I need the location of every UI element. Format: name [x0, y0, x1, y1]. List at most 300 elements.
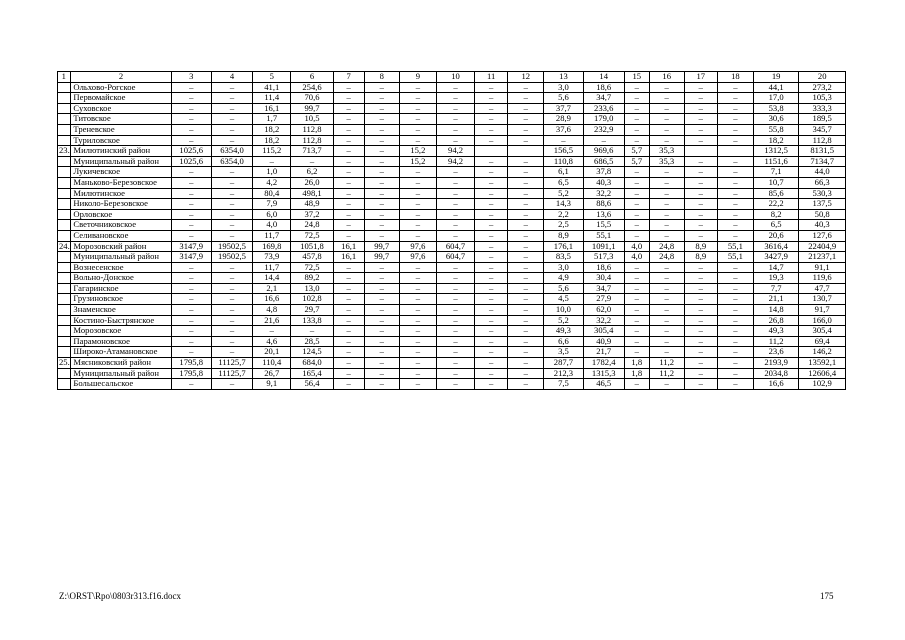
value-cell: –: [211, 347, 252, 358]
territory-name-cell: Первомайское: [71, 93, 171, 104]
value-cell: –: [436, 336, 474, 347]
value-cell: –: [717, 167, 753, 178]
value-cell: –: [649, 82, 684, 93]
value-cell: –: [364, 199, 399, 210]
value-cell: –: [399, 273, 436, 284]
value-cell: –: [508, 262, 544, 273]
table-row: [58, 124, 846, 135]
value-cell: [717, 146, 753, 157]
value-cell: 72,5: [291, 230, 333, 241]
value-cell: 49,3: [544, 326, 583, 337]
table-row: [58, 114, 846, 125]
value-cell: –: [171, 114, 211, 125]
value-cell: –: [475, 315, 508, 326]
value-cell: –: [333, 230, 364, 241]
value-cell: –: [649, 103, 684, 114]
value-cell: –: [684, 82, 717, 93]
value-cell: –: [364, 103, 399, 114]
value-cell: –: [508, 199, 544, 210]
column-header: 10: [436, 72, 474, 83]
value-cell: –: [717, 326, 753, 337]
value-cell: 15,2: [399, 146, 436, 157]
value-cell: 112,8: [291, 135, 333, 146]
value-cell: –: [436, 82, 474, 93]
value-cell: –: [475, 379, 508, 390]
value-cell: –: [436, 230, 474, 241]
value-cell: –: [171, 283, 211, 294]
value-cell: –: [399, 188, 436, 199]
value-cell: –: [624, 326, 649, 337]
value-cell: 1,0: [253, 167, 291, 178]
value-cell: –: [436, 93, 474, 104]
value-cell: –: [649, 283, 684, 294]
value-cell: –: [399, 336, 436, 347]
value-cell: –: [649, 305, 684, 316]
value-cell: –: [399, 358, 436, 369]
value-cell: –: [436, 283, 474, 294]
value-cell: –: [475, 156, 508, 167]
value-cell: 17,0: [753, 93, 798, 104]
table-row: [58, 230, 846, 241]
value-cell: 1091,1: [583, 241, 624, 252]
value-cell: –: [333, 167, 364, 178]
table-row: [58, 135, 846, 146]
value-cell: –: [291, 326, 333, 337]
value-cell: –: [684, 336, 717, 347]
value-cell: 127,6: [799, 230, 846, 241]
value-cell: –: [171, 199, 211, 210]
value-cell: 29,7: [291, 305, 333, 316]
value-cell: 32,2: [583, 315, 624, 326]
value-cell: –: [333, 305, 364, 316]
value-cell: –: [684, 262, 717, 273]
value-cell: –: [364, 283, 399, 294]
value-cell: 44,0: [799, 167, 846, 178]
value-cell: 37,2: [291, 209, 333, 220]
value-cell: –: [649, 347, 684, 358]
row-number-cell: [58, 294, 71, 305]
value-cell: –: [717, 230, 753, 241]
value-cell: 32,2: [583, 188, 624, 199]
value-cell: 684,0: [291, 358, 333, 369]
value-cell: –: [508, 336, 544, 347]
row-number-cell: [58, 326, 71, 337]
value-cell: –: [508, 114, 544, 125]
value-cell: –: [649, 135, 684, 146]
value-cell: –: [436, 358, 474, 369]
value-cell: [684, 146, 717, 157]
value-cell: –: [475, 209, 508, 220]
value-cell: 24,8: [649, 241, 684, 252]
value-cell: –: [436, 379, 474, 390]
table-row: [58, 188, 846, 199]
value-cell: –: [436, 114, 474, 125]
column-header: 13: [544, 72, 583, 83]
territory-name-cell: Большесальское: [71, 379, 171, 390]
value-cell: 212,3: [544, 368, 583, 379]
value-cell: –: [364, 135, 399, 146]
value-cell: 7,9: [253, 199, 291, 210]
row-number-cell: [58, 167, 71, 178]
value-cell: –: [717, 283, 753, 294]
value-cell: –: [508, 241, 544, 252]
value-cell: –: [211, 188, 252, 199]
value-cell: 11,2: [753, 336, 798, 347]
value-cell: 5,7: [624, 146, 649, 157]
value-cell: –: [333, 273, 364, 284]
value-cell: –: [171, 167, 211, 178]
value-cell: –: [649, 167, 684, 178]
value-cell: –: [508, 82, 544, 93]
row-number-cell: 23.: [59, 145, 70, 156]
value-cell: 8,9: [684, 252, 717, 263]
value-cell: –: [624, 336, 649, 347]
value-cell: –: [684, 199, 717, 210]
value-cell: 56,4: [291, 379, 333, 390]
value-cell: –: [171, 177, 211, 188]
value-cell: –: [436, 315, 474, 326]
value-cell: –: [211, 177, 252, 188]
value-cell: –: [624, 135, 649, 146]
value-cell: –: [684, 188, 717, 199]
value-cell: –: [717, 188, 753, 199]
value-cell: –: [333, 124, 364, 135]
value-cell: –: [684, 209, 717, 220]
value-cell: 12606,4: [799, 368, 846, 379]
table-row: [58, 209, 846, 220]
value-cell: 88,6: [583, 199, 624, 210]
value-cell: –: [624, 177, 649, 188]
value-cell: –: [211, 326, 252, 337]
value-cell: –: [364, 167, 399, 178]
value-cell: 179,0: [583, 114, 624, 125]
value-cell: 1,8: [624, 368, 649, 379]
row-number-cell: [58, 252, 71, 263]
value-cell: –: [436, 262, 474, 273]
column-header: 14: [583, 72, 624, 83]
value-cell: 18,2: [253, 135, 291, 146]
value-cell: 18,2: [253, 124, 291, 135]
value-cell: 3,0: [544, 262, 583, 273]
value-cell: –: [649, 315, 684, 326]
value-cell: 37,6: [544, 124, 583, 135]
territory-name-cell: Гагаринское: [71, 283, 171, 294]
row-number-cell: [58, 199, 71, 210]
value-cell: –: [333, 358, 364, 369]
value-cell: –: [436, 347, 474, 358]
column-header: 12: [508, 72, 544, 83]
value-cell: 55,1: [583, 230, 624, 241]
value-cell: –: [583, 135, 624, 146]
value-cell: –: [717, 315, 753, 326]
value-cell: –: [436, 220, 474, 231]
value-cell: –: [508, 177, 544, 188]
value-cell: –: [624, 273, 649, 284]
value-cell: –: [624, 188, 649, 199]
value-cell: 1151,6: [753, 156, 798, 167]
row-number-cell: [58, 336, 71, 347]
value-cell: –: [508, 103, 544, 114]
value-cell: –: [364, 358, 399, 369]
value-cell: 3147,9: [171, 241, 211, 252]
value-cell: –: [717, 114, 753, 125]
value-cell: –: [717, 379, 753, 390]
value-cell: 4,0: [624, 241, 649, 252]
value-cell: –: [399, 209, 436, 220]
value-cell: –: [649, 199, 684, 210]
value-cell: –: [333, 315, 364, 326]
value-cell: 2,5: [544, 220, 583, 231]
value-cell: –: [399, 315, 436, 326]
value-cell: –: [624, 220, 649, 231]
value-cell: 18,6: [583, 262, 624, 273]
value-cell: –: [333, 379, 364, 390]
value-cell: 6,5: [544, 177, 583, 188]
value-cell: 34,7: [583, 93, 624, 104]
value-cell: –: [475, 220, 508, 231]
value-cell: 14,7: [753, 262, 798, 273]
value-cell: 8131,5: [799, 146, 846, 157]
table-row: [58, 241, 846, 252]
value-cell: –: [399, 347, 436, 358]
value-cell: –: [364, 262, 399, 273]
value-cell: –: [624, 209, 649, 220]
value-cell: –: [508, 273, 544, 284]
value-cell: –: [211, 135, 252, 146]
row-number-cell: [58, 93, 71, 104]
value-cell: 73,9: [253, 252, 291, 263]
value-cell: 1795,8: [171, 358, 211, 369]
row-number-cell: [58, 315, 71, 326]
value-cell: –: [364, 326, 399, 337]
value-cell: 166,0: [799, 315, 846, 326]
value-cell: –: [649, 124, 684, 135]
territory-name-cell: Селивановское: [71, 230, 171, 241]
value-cell: –: [717, 347, 753, 358]
value-cell: –: [436, 124, 474, 135]
value-cell: –: [649, 93, 684, 104]
value-cell: 21,1: [753, 294, 798, 305]
value-cell: –: [508, 283, 544, 294]
value-cell: 333,3: [799, 103, 846, 114]
value-cell: –: [211, 315, 252, 326]
value-cell: –: [364, 156, 399, 167]
value-cell: –: [684, 294, 717, 305]
value-cell: –: [253, 326, 291, 337]
value-cell: –: [508, 368, 544, 379]
row-number-cell: [58, 305, 71, 316]
value-cell: 2,1: [253, 283, 291, 294]
table-row: [58, 199, 846, 210]
value-cell: –: [624, 167, 649, 178]
column-header: 18: [717, 72, 753, 83]
column-header: 1: [58, 72, 71, 83]
value-cell: –: [333, 177, 364, 188]
row-number-cell: [58, 209, 71, 220]
value-cell: 11,7: [253, 230, 291, 241]
value-cell: –: [364, 209, 399, 220]
territory-name-cell: Парамоновское: [71, 336, 171, 347]
value-cell: 35,3: [649, 156, 684, 167]
row-number-cell: [58, 124, 71, 135]
table-row: [58, 156, 846, 167]
table-body: [58, 72, 846, 390]
value-cell: 1025,6: [171, 146, 211, 157]
value-cell: –: [211, 305, 252, 316]
table-row: [58, 103, 846, 114]
value-cell: –: [436, 305, 474, 316]
value-cell: 6354,0: [211, 156, 252, 167]
table-row: [58, 262, 846, 273]
value-cell: –: [717, 156, 753, 167]
value-cell: –: [544, 135, 583, 146]
value-cell: –: [171, 220, 211, 231]
value-cell: –: [399, 103, 436, 114]
value-cell: 40,3: [799, 220, 846, 231]
value-cell: [475, 146, 508, 157]
value-cell: –: [624, 347, 649, 358]
value-cell: 72,5: [291, 262, 333, 273]
value-cell: 46,5: [583, 379, 624, 390]
value-cell: –: [649, 379, 684, 390]
value-cell: –: [333, 188, 364, 199]
value-cell: –: [684, 347, 717, 358]
value-cell: 7,1: [753, 167, 798, 178]
value-cell: –: [717, 177, 753, 188]
value-cell: –: [649, 326, 684, 337]
value-cell: –: [717, 93, 753, 104]
territory-name-cell: Орловское: [71, 209, 171, 220]
value-cell: 156,5: [544, 146, 583, 157]
value-cell: –: [399, 93, 436, 104]
value-cell: 8,9: [684, 241, 717, 252]
value-cell: 97,6: [399, 252, 436, 263]
value-cell: 9,1: [253, 379, 291, 390]
value-cell: –: [649, 262, 684, 273]
value-cell: –: [475, 368, 508, 379]
value-cell: 83,5: [544, 252, 583, 263]
value-cell: –: [475, 103, 508, 114]
value-cell: –: [508, 230, 544, 241]
value-cell: –: [364, 146, 399, 157]
value-cell: 13,6: [583, 209, 624, 220]
table-row: [58, 146, 846, 157]
value-cell: 254,6: [291, 82, 333, 93]
territory-name-cell: Морозовский район: [71, 241, 171, 252]
value-cell: 69,4: [799, 336, 846, 347]
value-cell: 19,3: [753, 273, 798, 284]
value-cell: 21,6: [253, 315, 291, 326]
value-cell: –: [211, 262, 252, 273]
value-cell: 189,5: [799, 114, 846, 125]
value-cell: –: [364, 82, 399, 93]
value-cell: 41,1: [253, 82, 291, 93]
value-cell: –: [717, 209, 753, 220]
value-cell: –: [475, 294, 508, 305]
value-cell: –: [684, 379, 717, 390]
value-cell: –: [399, 82, 436, 93]
value-cell: 4,9: [544, 273, 583, 284]
value-cell: 232,9: [583, 124, 624, 135]
value-cell: 15,2: [399, 156, 436, 167]
value-cell: 3,5: [544, 347, 583, 358]
value-cell: –: [508, 124, 544, 135]
value-cell: –: [291, 156, 333, 167]
territory-name-cell: Титовское: [71, 114, 171, 125]
value-cell: –: [211, 124, 252, 135]
value-cell: –: [171, 230, 211, 241]
page-number: 175: [820, 591, 834, 601]
value-cell: –: [717, 273, 753, 284]
value-cell: –: [364, 93, 399, 104]
footer-file-path: Z:\ORST\Rpo\0803r313.f16.docx: [59, 591, 181, 601]
value-cell: –: [475, 262, 508, 273]
value-cell: –: [475, 336, 508, 347]
value-cell: –: [717, 103, 753, 114]
value-cell: –: [333, 347, 364, 358]
value-cell: 11,2: [649, 368, 684, 379]
value-cell: –: [717, 368, 753, 379]
value-cell: –: [399, 199, 436, 210]
value-cell: 124,5: [291, 347, 333, 358]
value-cell: –: [508, 167, 544, 178]
value-cell: –: [436, 326, 474, 337]
value-cell: –: [333, 156, 364, 167]
value-cell: –: [436, 273, 474, 284]
value-cell: –: [211, 209, 252, 220]
value-cell: 37,8: [583, 167, 624, 178]
value-cell: –: [508, 326, 544, 337]
value-cell: –: [399, 283, 436, 294]
value-cell: 4,5: [544, 294, 583, 305]
value-cell: [508, 146, 544, 157]
value-cell: 4,0: [253, 220, 291, 231]
value-cell: 14,4: [253, 273, 291, 284]
row-number-cell: [58, 379, 71, 390]
value-cell: –: [364, 124, 399, 135]
value-cell: –: [364, 294, 399, 305]
value-cell: –: [624, 114, 649, 125]
value-cell: –: [475, 283, 508, 294]
value-cell: –: [684, 305, 717, 316]
value-cell: 110,8: [544, 156, 583, 167]
territory-name-cell: Муниципальный район: [71, 252, 171, 263]
value-cell: 165,4: [291, 368, 333, 379]
value-cell: –: [684, 93, 717, 104]
value-cell: 49,3: [753, 326, 798, 337]
value-cell: –: [333, 93, 364, 104]
value-cell: –: [171, 135, 211, 146]
value-cell: –: [333, 326, 364, 337]
column-header: 9: [399, 72, 436, 83]
table-row: [58, 358, 846, 369]
value-cell: 28,9: [544, 114, 583, 125]
value-cell: 517,3: [583, 252, 624, 263]
territory-name-cell: Милютинское: [71, 188, 171, 199]
row-number-cell: [58, 273, 71, 284]
value-cell: 22,2: [753, 199, 798, 210]
table-row: [58, 368, 846, 379]
value-cell: –: [211, 82, 252, 93]
value-cell: –: [684, 124, 717, 135]
territory-name-cell: Широко-Атамановское: [71, 347, 171, 358]
value-cell: –: [475, 273, 508, 284]
value-cell: –: [475, 135, 508, 146]
table-row: [58, 283, 846, 294]
value-cell: 5,2: [544, 188, 583, 199]
value-cell: –: [508, 220, 544, 231]
territory-name-cell: Костино-Быстрянское: [71, 315, 171, 326]
